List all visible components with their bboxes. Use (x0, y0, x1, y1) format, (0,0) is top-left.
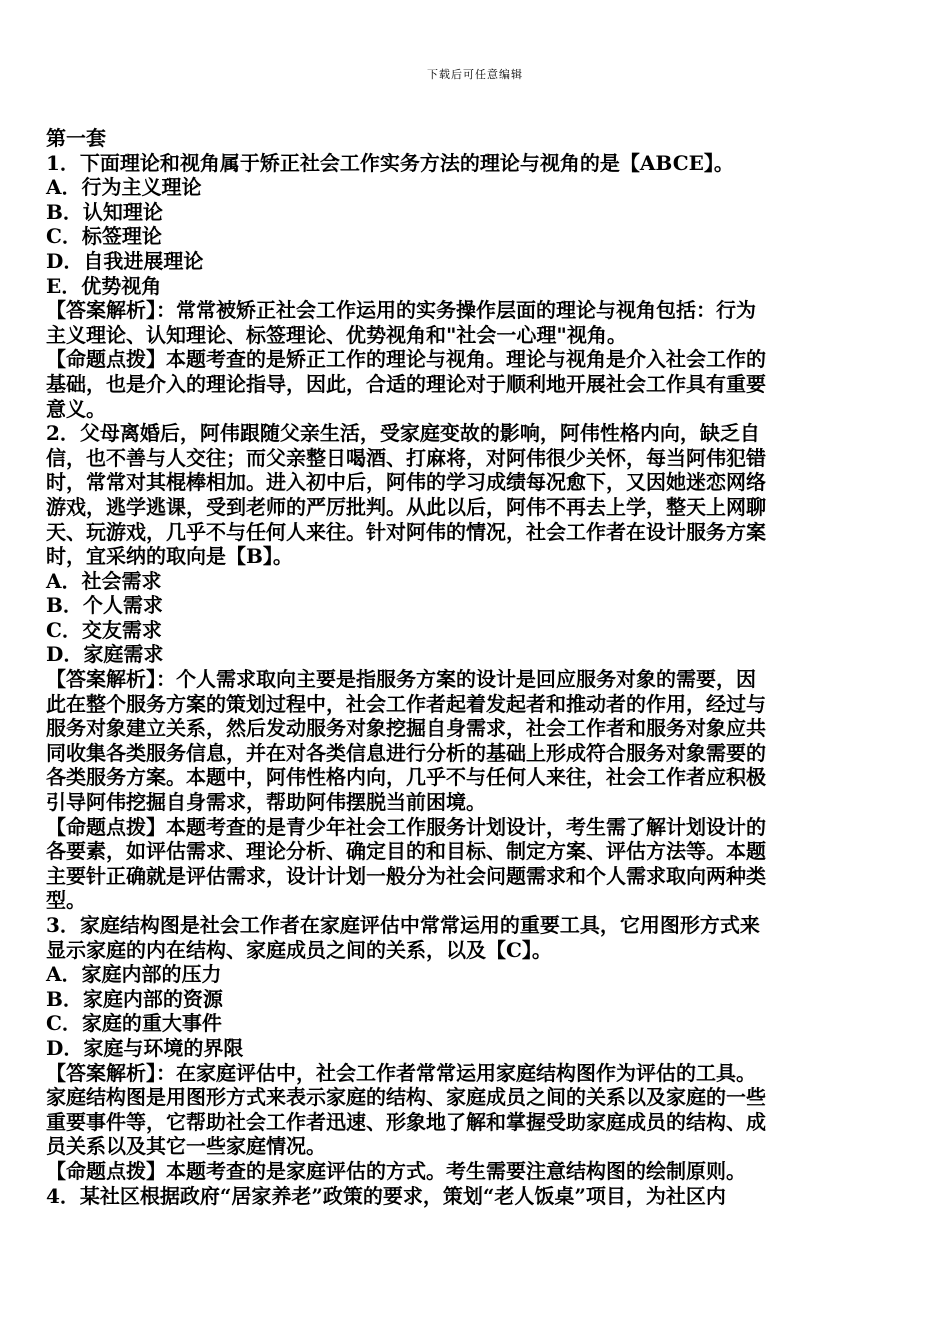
text-line: D．自我进展理论 (46, 248, 204, 273)
text-line: 各要素，如评估需求、理论分析、确定目的和目标、制定方案、评估方法等。本题 (46, 839, 766, 864)
text-line: C．标签理论 (46, 224, 162, 249)
text-line: 2．父母离婚后，阿伟跟随父亲生活，受家庭变故的影响，阿伟性格内向，缺乏自 (46, 421, 760, 446)
text-line: 此在整个服务方案的策划过程中，社会工作者起着发起者和推动者的作用，经过与 (46, 691, 766, 716)
text-line: 型。 (46, 888, 86, 913)
document-body (46, 126, 862, 1208)
text-line: 【答案解析】：常常被矫正社会工作运用的实务操作层面的理论与视角包括：行为 (46, 298, 756, 323)
text-line: 【命题点拨】本题考查的是家庭评估的方式。考生需要注意结构图的绘制原则。 (46, 1158, 746, 1183)
text-line: 【答案解析】：在家庭评估中，社会工作者常常运用家庭结构图作为评估的工具。 (46, 1060, 756, 1085)
text-line: D．家庭与环境的界限 (46, 1035, 244, 1060)
text-line: 显示家庭的内在结构、家庭成员之间的关系，以及【C】。 (46, 937, 552, 962)
page-header: 下载后可任意编辑 (427, 68, 523, 81)
text-line: B．认知理论 (46, 199, 163, 224)
text-line: A．家庭内部的压力 (46, 962, 222, 987)
text-line: 天、玩游戏，几乎不与任何人来往。针对阿伟的情况，社会工作者在设计服务方案 (46, 519, 766, 544)
text-line: 主义理论、认知理论、标签理论、优势视角和"社会一心理"视角。 (46, 322, 627, 347)
text-line: 4．某社区根据政府“居家养老”政策的要求，策划“老人饭桌”项目，为社区内 (46, 1183, 726, 1208)
text-line: 第一套 (46, 126, 106, 150)
text-line: 服务对象建立关系，然后发动服务对象挖掘自身需求，社会工作者和服务对象应共 (46, 716, 766, 741)
text-line: 同收集各类服务信息，并在对各类信息进行分析的基础上形成符合服务对象需要的 (46, 740, 766, 765)
text-line: E．优势视角 (46, 273, 162, 298)
text-line: 引导阿伟挖掘自身需求，帮助阿伟摆脱当前困境。 (46, 790, 486, 815)
text-line: 时，宜采纳的取向是【B】。 (46, 544, 293, 569)
text-line: 意义。 (46, 396, 106, 421)
text-line: C．家庭的重大事件 (46, 1011, 222, 1036)
text-line: 时，常常对其棍棒相加。进入初中后，阿伟的学习成绩每况愈下，又因她迷恋网络 (46, 470, 766, 495)
text-line: B．家庭内部的资源 (46, 986, 223, 1011)
text-line: 游戏，逃学逃课，受到老师的严厉批判。从此以后，阿伟不再去上学，整天上网聊 (46, 494, 766, 519)
text-line: 各类服务方案。本题中，阿伟性格内向，几乎不与任何人来往，社会工作者应积极 (46, 765, 766, 790)
text-line: 【答案解析】：个人需求取向主要是指服务方案的设计是回应服务对象的需要，因 (46, 667, 756, 692)
text-line: 1．下面理论和视角属于矫正社会工作实务方法的理论与视角的是【ABCE】。 (46, 150, 734, 175)
text-line: C．交友需求 (46, 617, 162, 642)
text-line: D．家庭需求 (46, 642, 164, 667)
text-line: 【命题点拨】本题考查的是矫正工作的理论与视角。理论与视角是介入社会工作的 (46, 347, 766, 372)
text-line: B．个人需求 (46, 593, 163, 618)
text-line: 3．家庭结构图是社会工作者在家庭评估中常常运用的重要工具，它用图形方式来 (46, 913, 760, 937)
text-line: 【命题点拨】本题考查的是青少年社会工作服务计划设计，考生需了解计划设计的 (46, 814, 766, 839)
text-line: 员关系以及其它一些家庭情况。 (46, 1134, 326, 1159)
text-line: A．行为主义理论 (46, 175, 202, 200)
text-line: 信，也不善与人交往；而父亲整日喝酒、打麻将，对阿伟很少关怀，每当阿伟犯错 (46, 445, 766, 470)
text-line: 重要事件等，它帮助社会工作者迅速、形象地了解和掌握受助家庭成员的结构、成 (46, 1109, 766, 1134)
text-line: A．社会需求 (46, 568, 162, 593)
text-line: 基础，也是介入的理论指导，因此，合适的理论对于顺利地开展社会工作具有重要 (46, 371, 766, 396)
text-line: 家庭结构图是用图形方式来表示家庭的结构、家庭成员之间的关系以及家庭的一些 (46, 1085, 766, 1110)
text-line: 主要针正确就是评估需求，设计计划一般分为社会问题需求和个人需求取向两种类 (46, 863, 766, 888)
